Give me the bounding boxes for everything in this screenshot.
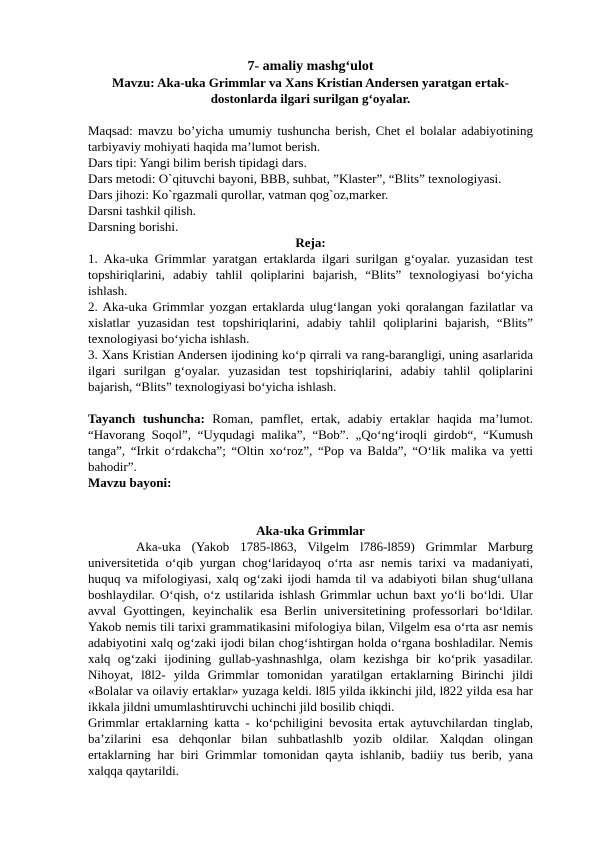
intro-method: Dars metodi: O`qituvchi bayoni, BBB, suhbat, ”Klaster”, “Blits” texnologiyasi. — [88, 171, 502, 186]
section-paragraph-1: Aka-uka (Yakob 1785-l863, Vilgelm l786-l859) Grimmlar Marburg universitetida o‘qib yurgan chog‘laridayoq o‘rta asr nemis tarixi va madaniyati, huquq va mifologiyasi, xalq og‘zaki ijodi hamda til va adabiyoti bilan shug‘ullana boshlaydilar. O‘qish, o‘z ustilarida ishlash Grimmlar uchun baxt yo‘li bo‘ldi. Ular avval Gyottingen, keyinchalik esa Berlin universitetining professorlari bo‘ldilar. Yakob nemis tili tarixi grammatikasini mifologiya bilan, Vilgelm esa o‘rta asr nemis adabiyotini xalq og‘zaki ijodi bilan chog‘ishtirgan holda o‘rgana boshladilar. Nemis xalq og‘zaki ijodining gullab-yashnashlga, olam kezishga bir ko‘prik yasadilar. Nihoyat, l8l2- yilda Grimmlar tomonidan yaratilgan ertaklarning Birinchi jildi «Bolalar va oilaviy ertaklar» yuzaga keldi. l8l5 yilda ikkinchi jild, l822 yilda esa har ikkala jildni umumlashtiruvchi uchinchi jild bosilib chiqdi. — [88, 539, 533, 714]
document-content — [88, 58, 533, 779]
page-subtitle: Mavzu: Aka-uka Grimmlar va Xans Kristian Andersen yaratgan ertak-dostonlarda ilgari surilgan g‘oyalar. — [112, 75, 509, 106]
key-concepts — [88, 411, 533, 475]
section-paragraph-2: Grimmlar ertaklarning katta - ko‘pchiligini bevosita ertak aytuvchilardan tinglab, ba’zilarini esa dehqonlar bilan suhbatlashlb yozib oldilar. Xalqdan olingan ertaklarning har biri Grimmlar tomonidan qayta ishlanib, badiiy tus berib, yana xalqqa qaytarildi. — [88, 715, 533, 778]
key-concepts-label: Tayanch tushuncha: — [88, 411, 205, 426]
key-concepts-text: Roman, pamflet, ertak, adabiy ertaklar haqida ma’lumot. “Havorang Soqol”, “Uyqudagi malika”, “Bob”. „Qo‘ng‘iroqli girdob“, “Kumush tanga”, “Irkit o‘rdakcha”; “Oltin xo‘roz”, “Pop va Balda”, “O‘lik malika va yetti bahodir”. — [88, 411, 533, 474]
intro-equipment: Dars jihozi: Ko`rgazmali qurollar, vatman qog`oz,marker. — [88, 187, 389, 202]
spacer — [88, 107, 533, 123]
spacer — [88, 395, 533, 411]
plan-heading: Reja: — [295, 235, 326, 250]
section-title: Aka-uka Grimmlar — [256, 523, 365, 538]
intro-goal: Maqsad: mavzu bo’yicha umumiy tushuncha berish, Chet el bolalar adabiyotining tarbiyaviy mohiyati haqida ma’lumot berish. — [88, 123, 533, 154]
plan-item-2: 2. Aka-uka Grimmlar yozgan ertaklarda ulug‘langan yoki qoralangan fazilatlar va xislatlar yuzasidan test topshiriqlarini, adabiy tahlil qoliplarini bajarish, “Blits” texnologiyasi bo‘yicha ishlash. — [88, 299, 533, 346]
plan-item-3: 3. Xans Kristian Andersen ijodining ko‘p qirrali va rang-barangligi, uning asarlarida ilgari surilgan g‘oyalar. yuzasidan test topshiriqlarini, adabiy tahlil qoliplarini bajarish, “Blits” texnologiyasi bo‘yicha ishlash. — [88, 347, 533, 394]
spacer — [88, 491, 533, 523]
page-title: 7- amaliy mashg‘ulot — [247, 59, 374, 74]
body-heading: Mavzu bayoni: — [88, 475, 172, 490]
intro-type: Dars tipi: Yangi bilim berish tipidagi dars. — [88, 155, 307, 170]
intro-progress: Darsning borishi. — [88, 219, 179, 234]
plan-item-1: 1. Aka-uka Grimmlar yaratgan ertaklarda ilgari surilgan g‘oyalar. yuzasidan test topshiriqlarini, adabiy tahlil qoliplarini bajarish, “Blits” texnologiyasi bo‘yicha ishlash. — [88, 251, 533, 298]
intro-organize: Darsni tashkil qilish. — [88, 203, 196, 218]
